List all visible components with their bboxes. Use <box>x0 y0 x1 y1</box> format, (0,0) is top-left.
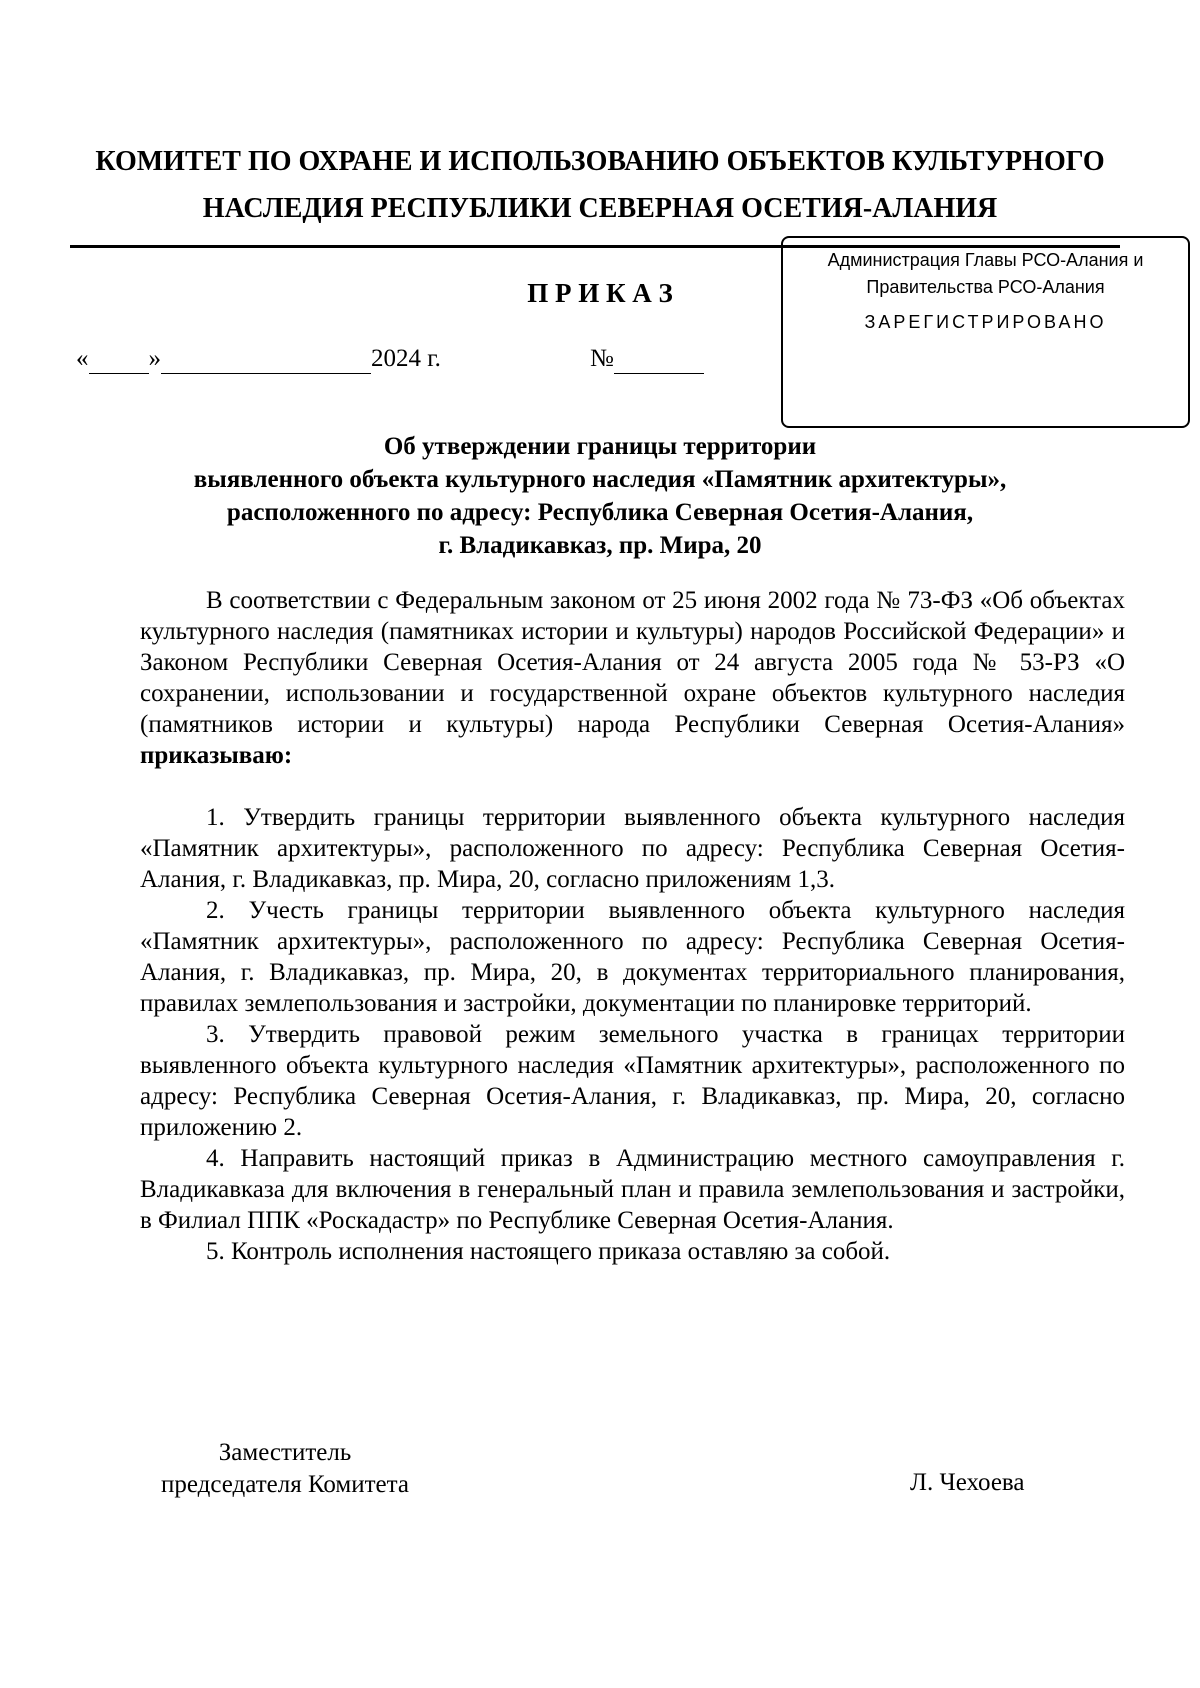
order-number: № <box>590 345 704 374</box>
doc-title-line: выявленного объекта культурного наследия «Памятник архитектуры», <box>193 466 1007 493</box>
list-item: 4. Направить настоящий приказ в Администрацию местного самоуправления г. Владикавказа для включения в генеральный план и правила землепользования и застройки, в Филиал ППК «Роскадастр» по Республике Северная Осетия-Алания. <box>140 1145 1125 1234</box>
signatory-position: Заместитель председателя Комитета <box>161 1439 409 1498</box>
doc-title <box>0 430 1200 562</box>
order-date: « » 2024 г. <box>76 345 441 372</box>
signatory-name: Л. Чехоева <box>910 1469 1025 1496</box>
list-item: 5. Контроль исполнения настоящего приказа оставляю за собой. <box>206 1238 891 1265</box>
doc-title-line: г. Владикавказ, пр. Мира, 20 <box>438 532 762 559</box>
list-item: 3. Утвердить правовой режим земельного участка в границах территории выявленного объекта культурного наследия «Памятник архитектуры», расположенного по адресу: Республика Северная Осетия-Алания, г. Владикавказ, пр. Мира, 20, согласно приложению 2. <box>140 1021 1125 1141</box>
stamp-line-1: Администрация Главы РСО-Алания и <box>827 250 1144 270</box>
header-line-1: КОМИТЕТ ПО ОХРАНЕ И ИСПОЛЬЗОВАНИЮ ОБЪЕКТОВ КУЛЬТУРНОГО <box>95 146 1105 177</box>
stamp-registered: ЗАРЕГИСТРИРОВАНО <box>864 312 1107 332</box>
header-line-2: НАСЛЕДИЯ РЕСПУБЛИКИ СЕВЕРНАЯ ОСЕТИЯ-АЛАНИЯ <box>202 193 998 224</box>
registration-stamp <box>781 236 1190 428</box>
order-title: П Р И К А З <box>527 278 673 308</box>
document-body <box>140 585 1125 1267</box>
stamp-line-2: Правительства РСО-Алания <box>866 277 1105 297</box>
preamble: В соответствии с Федеральным законом от 25 июня 2002 года № 73-ФЗ «Об объектах культурного наследия (памятниках истории и культуры) народов Российской Федерации» и Законом Республики Северная Осетия-Алания от 24 августа 2005 года № 53-РЗ «О сохранении, использовании и государственной охране объектов культурного наследия (памятников истории и культуры) народа Республики Северная Осетия-Алания» приказываю: <box>140 587 1125 769</box>
list-item: 1. Утвердить границы территории выявленного объекта культурного наследия «Памятник архитектуры», расположенного по адресу: Республика Северная Осетия-Алания, г. Владикавказ, пр. Мира, 20, согласно приложениям 1,3. <box>140 804 1125 893</box>
list-item: 2. Учесть границы территории выявленного объекта культурного наследия «Памятник архитектуры», расположенного по адресу: Республика Северная Осетия-Алания, г. Владикавказ, пр. Мира, 20, в документах территориального планирования, правилах землепользования и застройки, документации по планировке территорий. <box>140 897 1125 1017</box>
doc-title-line: Об утверждении границы территории <box>383 433 817 460</box>
doc-title-line: расположенного по адресу: Республика Северная Осетия-Алания, <box>226 499 974 526</box>
